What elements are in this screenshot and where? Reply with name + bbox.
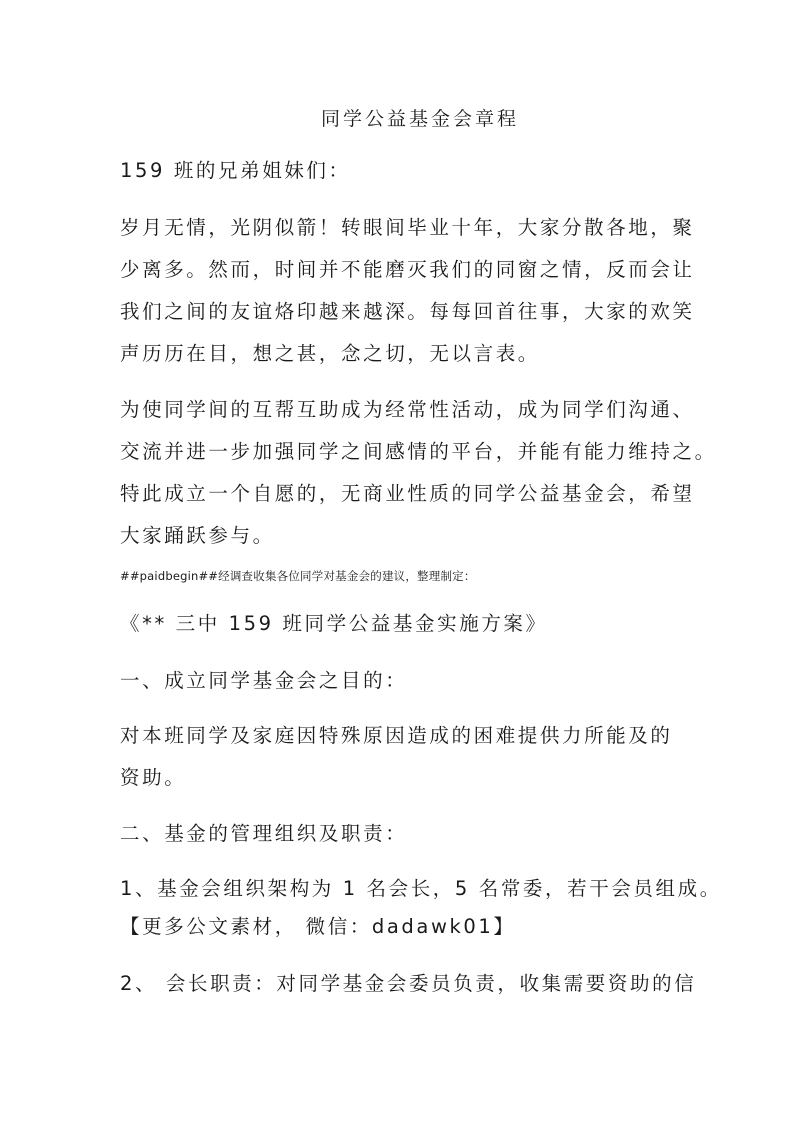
paragraph-line: 声历历在目，想之甚，念之切，无以言表。	[120, 342, 540, 365]
section-heading: 二、基金的管理组织及职责：	[120, 822, 408, 845]
document-title: 同学公益基金会章程	[320, 108, 519, 130]
paragraph-line: 为使同学间的互帮互助成为经常性活动，成为同学们沟通、	[120, 398, 695, 421]
paid-note: ##paidbegin##经调查收集各位同学对基金会的建议，整理制定：	[120, 569, 476, 583]
paragraph-line: 我们之间的友谊烙印越来越深。每每回首往事，大家的欢笑	[120, 300, 695, 323]
paragraph-line: 大家踊跃参与。	[120, 524, 275, 547]
paragraph-line: 特此成立一个自愿的，无商业性质的同学公益基金会，希望	[120, 482, 695, 505]
paragraph-line: 资助。	[120, 766, 187, 789]
list-item: 2、 会长职责：对同学基金会委员负责，收集需要资助的信	[120, 972, 697, 995]
paragraph-line: 对本班同学及家庭因特殊原因造成的困难提供力所能及的	[120, 724, 673, 747]
paragraph-line: 岁月无情，光阴似箭！转眼间毕业十年，大家分散各地，聚	[120, 216, 695, 239]
promo-text: 【更多公文素材， 微信：dadawk01】	[120, 915, 516, 938]
list-item: 1、基金会组织架构为 1 名会长，5 名常委，若干会员组成。	[120, 877, 722, 900]
greeting: 159 班的兄弟姐妹们：	[120, 159, 351, 182]
section-heading: 一、成立同学基金会之目的：	[120, 669, 408, 692]
plan-title: 《** 三中 159 班同学公益基金实施方案》	[120, 612, 548, 635]
paragraph-line: 少离多。然而，时间并不能磨灭我们的同窗之情，反而会让	[120, 258, 695, 281]
paragraph-line: 交流并进一步加强同学之间感情的平台，并能有能力维持之。	[120, 440, 717, 463]
